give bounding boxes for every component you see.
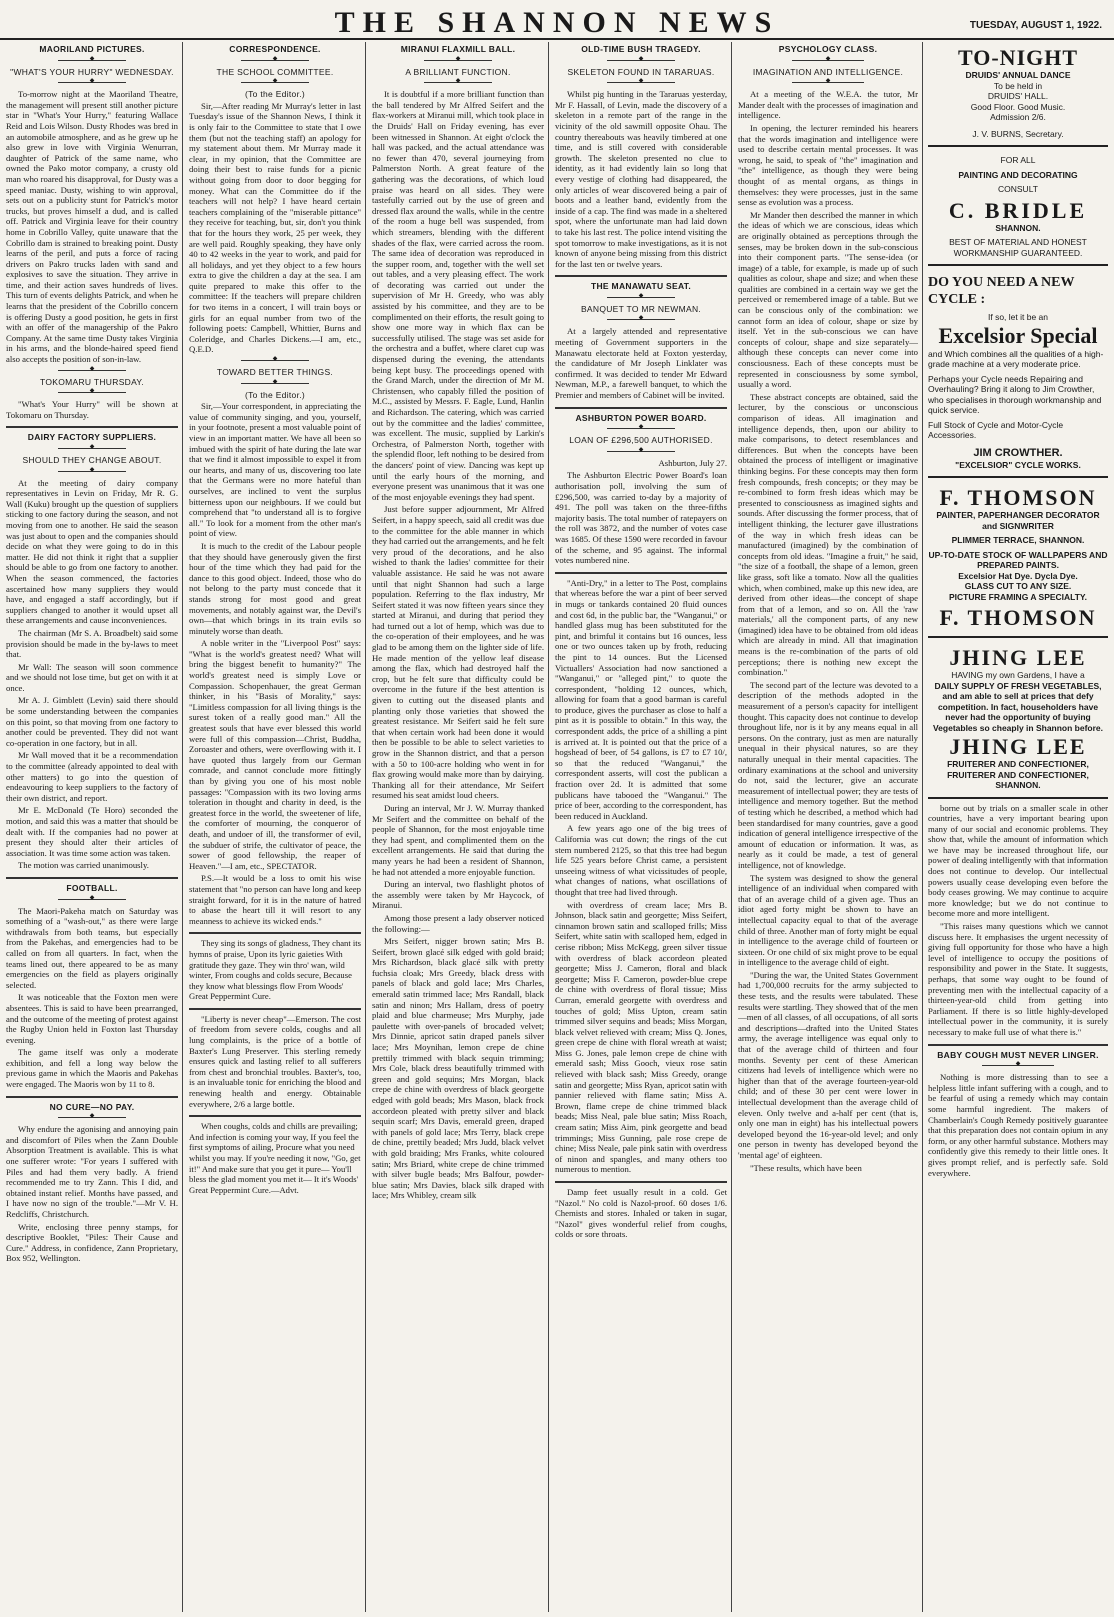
section-separator (189, 1115, 361, 1117)
advert-headline: JHING LEE (949, 734, 1087, 759)
article-heading: TOKOMARU THURSDAY. (40, 376, 144, 387)
article-paragraph: Among those present a lady observer noticed the following:— (372, 912, 544, 934)
article-paragraph: "This raises many questions which we cannot discuss here. It emphasises the urgent necessity of giving full opportunity for those who have a high level of intelligence to occupy the positions of responsibility and power in the State. It suggests, perhaps, that some way ought to be found of preventing men with the intellectual capacity of a thirteen-year-old child from getting into Parliament. If there is so little highly-developed intellectual power in the community, it is surely necessary to make full use of what there is." (928, 921, 1108, 1037)
divider (189, 57, 361, 63)
advert-line: PAINTER, PAPERHANGER DECORATOR and SIGNWRITER (936, 510, 1100, 531)
advert-headline: TO-NIGHT (957, 45, 1079, 70)
divider (6, 79, 178, 85)
divider (555, 79, 727, 85)
divider (189, 380, 361, 386)
column-2 (189, 42, 361, 1612)
article-paragraph: The second part of the lecture was devoted to a description of the methods adopted in the measurement of a person's capacity for intelligent thought. This capacity does not continue to develop throughout life, nor is it by any means equal in all persons. On the contrary, just as men are naturally unequal in their physical natures, so are they naturally unequal in their mental capacities. The ordinary examinations at the school and university do not, said the lecturer, give an accurate measurement of intellectual power; they are tests of intelligence and memory together. But the method of testing which he described, a method which had been standardised for many countries, gave a good indication of general intelligence irrespective of the amount of education or information. It was, as nearly as it could be made, a test of general intelligence, not of knowledge. (738, 679, 918, 870)
divider (372, 57, 544, 63)
column-1 (6, 42, 178, 1612)
divider (189, 79, 361, 85)
article-paragraph: It is much to the credit of the Labour people that they should have generously given the first hour of the time which they had paid for the dance to this good object. Indeed, those who do not belong to the party must concede that it stands strong for most good and great movements, and notably against war, the Devil's own—that which brings in its train evils so minutely worse than death. (189, 540, 361, 636)
article-subheading: IMAGINATION AND INTELLIGENCE. (752, 66, 904, 77)
article-paragraph: Nothing is more distressing than to see a helpless little infant suffering with a cough, and to be fearful of using a remedy which may contain some harmful ingredient. The makers of Chamberlain's Cough Remedy positively guarantee that this preparation does not contain opium in any form, or any other harmful substance. Mothers may confidently give this remedy to their little ones. It gives prompt relief, and is perfectly safe. Sold everywhere. (928, 1072, 1108, 1178)
advert-headline: F. THOMSON (939, 605, 1097, 630)
advert-excelsior-cycle (928, 270, 1108, 478)
advert-line: Perhaps your Cycle needs Repairing and Overhauling? Bring it along to Jim Crowther, who specialises in thorough workmanship and quick service. (928, 373, 1102, 415)
advert-line: HAVING my own Gardens, I have a (951, 670, 1085, 680)
article-paragraph: A few years ago one of the big trees of California was cut down; the rings of the cut stem numbered 2125, so that this tree had begun life 525 years before Christ came, a persistent unseeing witness of what vicissitudes of people, what changes of nations, what oscillations of thought that tree had lived through. (555, 823, 727, 897)
advert-paragraph: Damp feet usually result in a cold. Get "Nazol." No cold is Nazol-proof. 60 doses 1/6. Chemists and stores. Inhaled or taken in sugar, "Nazol" gives wonderful relief from coughs, colds or sore throats. (555, 1187, 727, 1240)
article-heading: MAORILAND PICTURES. (39, 44, 145, 54)
article-paragraph: Mr Mander then described the manner in which the ideas of which we are conscious, ideas which are originally obtained as perceptions through the senses, may be broken down in the sub-conscious into their component parts. "The sense-idea (or image) of a table, for example, is made up of such qualities as colour, shape and size; and when these qualities are combined in a certain way we get the perceived or remembered image of a table. But we can be conscious only of the combination: we cannot form an idea of colour, shape or size by itself. Yet in the sub-conscious we can have concepts of colour, shape and size separately—although these concepts can never come into consciousness. Each of these concepts must be represented in consciousness by some symbol, usually a word. (738, 209, 918, 390)
advert-line: PAINTING AND DECORATING (958, 169, 1078, 180)
newspaper-title: THE SHANNON NEWS (334, 6, 780, 39)
divider (738, 79, 918, 85)
article-paragraph: Sir,—Your correspondent, in appreciating the value of community singing, and you, yourself, in your footnote, present a most valuable point of view in an important matter. We have all been so imbued with the spirit of hate during the late war that we find it almost impossible to expel it from our hearts, and many of us, discovering too late that the Germans were no more hateful than ourselves, are inclined to vent the surplus bitterness upon our neighbours. If we could but comprehend that "to understand all is to forgive all." To look for a moment from the other man's point of view. (189, 401, 361, 539)
advert-verse: They sing its songs of gladness, They chant its hymns of praise, Upon its lyric gaieties With gratitude they gaze. They win thro' wan, wild winter, From coughs and colds secure, Because they know what blessings flow From Woods' Great Peppermint Cure. (189, 938, 361, 1002)
advert-line: Good Floor. Good Music. (970, 101, 1066, 112)
column-5 (738, 42, 918, 1612)
article-heading: FOOTBALL. (66, 882, 118, 893)
article-paragraph: At a meeting of the W.E.A. the tutor, Mr Mander dealt with the processes of imagination and intelligence. (738, 89, 918, 121)
advert-headline: Excelsior Special (938, 322, 1098, 348)
article-subheading: TOWARD BETTER THINGS. (216, 367, 334, 378)
divider (555, 316, 727, 322)
article-paragraph: Whilst pig hunting in the Tararuas yesterday, Mr F. Hassall, of Levin, made the discovery of a skeleton in a remote part of the range in the vicinity of the old sawmill opposite Ohau. The country thereabouts was heavily timbered at one time, and is still covered with considerable growth. The skeleton presented no clue to identity, as it had evidently lain so long that every vestige of clothing had disappeared, the only articles of wear discovered being a pair of boots and a leather band, evidently from the inside of a cap. The find was made in a sheltered spot, where the unfortunate man had laid down to take his last rest. The police intend visiting the spot tomorrow to make investigations, as it is not known of anyone being missing from this district for the last ten or twelve years. (555, 89, 727, 269)
article-paragraph: Just before supper adjournment, Mr Alfred Seifert, in a happy speech, said all credit was due to the committee for the able manner in which they had carried out the arrangements, and he felt very proud of the decorations, and he also wished to thank the ladies' committee for their valuable assistance. He said he was not aware until that night Shannon had such a large population. Referring to the flax industry, Mr Seifert stated it was now fifteen years since they started at Miranui, and during that period they had turned out a lot of hemp, which was due to the co-operation of their employees, and he was glad to be among them on the lighter side of life. He made mention of the yellow leaf disease among the flax, which had destroyed half the crop, but he felt sure that difficulty could be overcome in the future if the best attention is given to cutting out the diseased plants and planting only those varieties that showed the greatest resistance. Mr Seifert said he felt sure that when certain work had been done it would then be possible to be able to select varieties to grow in the Shannon district, and that a person with a 50 to 100-acre holding who went in for flax growing would make more than by dairying. Thanking all for their attendance, Mr Seifert resumed his seat amidst loud cheers. (372, 504, 544, 801)
divider (738, 57, 918, 63)
advert-line: To be held in (993, 80, 1043, 91)
article-paragraph: Write, enclosing three penny stamps, for descriptive Booklet, "Piles: Their Cause and Cure." Address, in confidence, Zann Proprietary, Box 952, Wellington. (6, 1221, 178, 1264)
article-paragraph: It is doubtful if a more brilliant function than the ball tendered by Mr Alfred Seifert and the flax-workers at Miranui mill, which took place in the Druids' Hall on Friday evening, has ever been witnessed in Shannon. At eight o'clock the hall was packed, and the actual attendance was no fewer than 470, several journeying from Palmerston North. A great feature of the gathering was the decorations, of which loud praise was heard on all sides. They were tastefully carried out by the use of green and dressed flax around the walls, while in the centre of the room a huge bell was suspended, from which streamers, blending with the different shades of the flax, were carried across the room. The same idea of decoration was reproduced in the supper room, and, together with the well set out tables, and a very pleasing effect. The work of decorating was carried out under the supervision of Mr H. Greedy, who was ably assisted by his committee, and they are to be complimented on their efforts, the result going to show one more way in which flax can be successfully utilised. The stage was set aside for the orchestra and a buffet, where claret cup was dispensed during the evening, the attendants being kept busy. The proceedings opened with the Grand March, under the direction of Mr M. Christensen, who capably filled the position of M.C., assisted by Messrs. F. Eagle, Lund, Hanlin and Richardson. The catering, which was carried out by the committee and the ladies' committee, was excellent. The music, supplied by Larkin's Orchestra, of Palmerston North, together with the splendid floor, left nothing to be desired from the dancers' point of view. Dancing was kept up until the early hours of the morning, and everyone present was unanimous that it was one of the most enjoyable evenings they had spent. (372, 89, 544, 502)
advert-line: BEST OF MATERIAL AND HONEST WORKMANSHIP GUARANTEED. (949, 237, 1087, 258)
section-separator (189, 932, 361, 934)
divider (555, 448, 727, 454)
article-paragraph: Sir,—After reading Mr Murray's letter in last Tuesday's issue of the Shannon News, I think it is only fair to the Committee to state that I owe them (but not the teaching staff) an apology for my statement about them. Mr Murray made it clear, in my opinion, that the Committee are doing their best to raise funds for a picnic without going from door to door begging for money. What can the Committee do if the teachers will not help? I have heard certain teachers complaining of the "miserable pittance" they receive for teaching, but, sir, don't you think that for the hours they work, 25 per week, they are well paid. Roughly speaking, they have only 40 to 42 weeks in the year to work, and paid for all holidays, and yet they object to a few hours extra to give the children a day at the sea. I am quite prepared to make this offer to the committee: If the teachers will prepare children for two items in a concert, I will train boys or girls for an equal number from two of the following poets: Campbell, Whittier, Burns and Coleridge, and Charles Dickens.—I am, etc., Q.E.D. (189, 100, 361, 355)
advert-line: UP-TO-DATE STOCK OF WALLPAPERS AND PREPARED PAINTS. (928, 549, 1108, 570)
divider (555, 57, 727, 63)
column-3 (372, 42, 544, 1612)
advert-headline: DO YOU NEED A NEW CYCLE : (928, 275, 1075, 307)
article-paragraph: The Maori-Pakeha match on Saturday was something of a "wash-out," as there were large withdrawals from both teams, but especially from the Pakehas, and emergencies had to be called on from all quarters. In fact, when the teams lined out, there appeared to be as many emergencies on the field as players originally selected. (6, 905, 178, 990)
advert-line: DAILY SUPPLY OF FRESH VEGETABLES, (934, 680, 1102, 691)
advert-line: PICTURE FRAMING A SPECIALTY. (948, 591, 1088, 602)
article-paragraph: "During the war, the United States Government had 1,700,000 recruits for the army subjected to these tests, and the results were tabulated. These results were startling. They showed that of the men—men of all classes, of all occupations, of all sorts and descriptions—drafted into the United States army, the average intelligence was equal only to that of the average child of thirteen and four months. Seventy per cent of these American citizens had levels of intelligence which were no higher than that of the average fourteen-year-old child; and of these 30 per cent were lower in intellectual development than the average child of eleven. Only twelve and a-half per cent (that is, only one man in eight) has his intellectual powers developed beyond the 16-year-old level; and only one person in twenty has developed beyond the 'mental age' of eighteen. (738, 969, 918, 1160)
article-paragraph: In opening, the lecturer reminded his hearers that the words imagination and intelligence were used to describe certain mental processes. It was wrong, he said, to speak of "the" imagination and "the" intelligence, as though they were being thought of as mental organs, as things in themselves: they were processes, just in the same sense as evolution was a process. (738, 122, 918, 208)
advert-line: DRUIDS' HALL. (987, 91, 1049, 101)
article-paragraph: "These results, which have been (750, 1162, 862, 1173)
section-separator (555, 1181, 727, 1183)
advert-line: PLIMMER TERRACE, SHANNON. (951, 535, 1085, 545)
section-separator (6, 877, 178, 879)
advert-line: Full Stock of Cycle and Motor-Cycle Accessories. (928, 419, 1064, 440)
divider (555, 294, 727, 300)
article-heading: ASHBURTON POWER BOARD. (575, 412, 707, 423)
article-paragraph: Why endure the agonising and annoying pain and discomfort of Piles when the Zann Double Absorption Treatment is available. This is what one sufferer wrote: "For years I suffered with Piles and had them very badly. A friend recommended me to try Zann. This I did, and obtained instant relief. Months have passed, and I have now no sign of the trouble."—Mr V. H. Redcliffs, Christchurch. (6, 1124, 178, 1219)
column-rule (365, 42, 366, 1612)
article-paragraph: The game itself was only a moderate exhibition, and fell a long way below the previous game in which the Maoris and Pakehas were engaged. The Maoris won by 11 to 8. (6, 1047, 178, 1090)
article-paragraph: Mr E. McDonald (Te Horo) seconded the motion, and said this was a matter that should be dealt with. If the companies had no power at present they should alter their articles of association. It was time some action was taken. (6, 805, 178, 858)
divider (6, 445, 178, 451)
article-paragraph: with overdress of cream lace; Mrs B. Johnson, black satin and georgette; Miss Seifert, cinnamon brown satin and scalloped frills; Miss Seifert, white satin with scalloped hem, edged in cerise ribbon; Miss McKegg, green silver tissue with overdress of black accordeon pleated georgette; Miss J. Cameron, floral and black georgette; Miss F. Cameron, powder-blue crepe de chine with overdress of floral tissue; Miss Curran, emerald georgette with overdress and touches of gold; Miss Upton, cream satin trimmed silver sequins and beads; Miss Morgan, black velvet relieved with cream; Miss Q. Jones, green crepe de chine with floral wreath at waist; Miss G. Jones, pale lemon crepe de chine with emerald sash; Miss Gooch, vieux rose satin relieved with black sash; Miss Greedy, orange satin and georgette; Miss Ryan, apricot satin with pannier relieved with flame satin; Miss A. Brown, flame crepe de chine trimmed black beads; Miss Neal, pale blue satin; Miss Roach, cream satin; Miss Aim, pink georgette and bead trimmings; Miss Gunning, pale rose crepe de chine; Miss Neale, pale pink satin with overdress of ninon and spangles, and many others too numerous to mention. (555, 899, 727, 1175)
advert-headline: JHING LEE (949, 645, 1087, 670)
section-separator (555, 572, 727, 574)
article-subheading: A BRILLIANT FUNCTION. (405, 66, 511, 77)
article-heading: MIRANUI FLAXMILL BALL. (400, 44, 516, 54)
article-heading: NO CURE—NO PAY. (49, 1101, 135, 1112)
advert-line: GLASS CUT TO ANY SIZE. (964, 581, 1072, 591)
article-paragraph: To-morrow night at the Maoriland Theatre, the management will present still another picture star in "What's Your Hurry," featuring Wallace Reid and Lois Wilson. Dusty Rhodes was bred in an automobile atmosphere, and as he grew up he also grew in love with Virginia Wenurran, daughter of Patrick of the same name, who owned the Pako motor company, a crusty old man who roared his disapproval, for Dusty was a speed maniac. Dusty, wishing to win approval, sets out on a publicity stunt for Patrick's motor trucks, but proves himself a dud, and is called off. Patrick and Virginia leave for their country home in Cobrillo Valley, quite unaware that the Cobrillo dam is strained to breaking point. Dusty learns of the peril, and puts a force of racing drivers on Pakro trucks laden with sand and explosives to save the situation. They arrive in time, and their action saves hundreds of lives. This turn of events delights Patrick, and when he learns that the president of the Cobrillo concern is offering Dusty a good position, he gets in first with an offer of the managership of the Pakro Company. At the same time Dusty takes Virginia in his arms, and the blonde-haired speed fiend also accepts the position of son-in-law. (6, 89, 178, 365)
article-heading: BABY COUGH MUST NEVER LINGER. (937, 1049, 1099, 1060)
section-separator (6, 1096, 178, 1098)
section-separator (189, 1008, 361, 1010)
article-paragraph: The system was designed to show the general intelligence of an individual when compared with that of an average child of a given age. Thus an idiot aged forty might be shown to have an intellectual capacity equal to that of the average child of three. Another man of forty might be equal in intelligence to the average child of fourteen or sixteen. Or one child of six might prove to be equal in intelligence to the average child of eight. (738, 872, 918, 968)
article-subheading: SKELETON FOUND IN TARARUAS. (567, 66, 715, 77)
column-rule (548, 42, 549, 1612)
article-paragraph: Mr Wall moved that it be a recommendation to the committee (already appointed to deal with other matters) to go into the question of endeavouring to keep suppliers to the factory of their own district, and report. (6, 750, 178, 803)
article-subheading: BANQUET TO MR NEWMAN. (580, 303, 702, 314)
section-separator (555, 407, 727, 409)
divider (6, 57, 178, 63)
advert-line: SHANNON. (995, 222, 1041, 233)
article-paragraph: During an interval, two flashlight photos of the assembly were taken by Mr Haycock, of Miranui. (372, 879, 544, 911)
article-subheading: LOAN OF £296,500 AUTHORISED. (569, 435, 713, 446)
advert-line: JIM CROWTHER. (973, 446, 1063, 459)
advert-headline: F. THOMSON (939, 485, 1097, 510)
article-heading: PSYCHOLOGY CLASS. (778, 44, 878, 54)
article-paragraph: A noble writer in the "Liverpool Post" says: "What is the world's greatest need? What will bring the biggest benefit to humanity?" The world's greatest need is simply Love or Compassion. Schopenhauer, the great German thinker, in his "Basis of Morality," says: "Limitless compassion for all living things is the surest token of a really good man." All the greatest souls that have ever blessed this world were full of this compassion—Christ, Buddha, Zoroaster and others, were overflowing with it. I have quoted thus largely from our German comrade, and cannot conclude more fittingly than by giving you one of his most noble passages: "Compassion with its two loving arms toleration in thought and charity in deed, is the greatest force in the world, the sweetener of life, the comforter of mourning, the conqueror of death, and undoer of ill, the transformer of evil, the subduer of strife, the cultivator of peace, the sower of good fellowship, the reaper of Heaven."—I am, etc., SPECTATOR. (189, 638, 361, 871)
article-heading: DAIRY FACTORY SUPPLIERS. (27, 432, 157, 443)
dateline: Ashburton, July 27. (658, 457, 727, 468)
divider (6, 389, 178, 395)
advert-line: "EXCELSIOR" CYCLE WORKS. (955, 459, 1081, 470)
article-paragraph: During an interval, Mr J. W. Murray thanked Mr Seifert and the committee on behalf of the people of Shannon, for the most enjoyable time they had spent, and complimented them on the excellent arrangements. He said that during the many years he had been a resident of Shannon, he had not attended a more enjoyable function. (372, 802, 544, 877)
advert-paragraph: "Liberty is never cheap"—Emerson. The cost of freedom from severe colds, coughs and all lung complaints, is the price of a bottle of Baxter's Lung Preserver. This sterling remedy ensures quick and lasting relief to all sufferers from chest and bronchial troubles. Baxter's, too, is an invaluable tonic for enriching the blood and renewing health and energy. Obtainable everywhere, 2/6 a large bottle. (189, 1013, 361, 1109)
letter-salutation: (To the Editor.) (244, 389, 306, 400)
advert-line: J. V. BURNS, Secretary. (972, 128, 1064, 139)
advert-c-bridle (928, 151, 1108, 266)
column-6-advertisements (928, 42, 1108, 1612)
column-rule (922, 42, 923, 1612)
divider (928, 1062, 1108, 1068)
article-paragraph: borne out by trials on a smaller scale in other countries, have a very important bearing upon many of our social and economic problems. They show that, while the amount of information which we have may be increased throughout life, our power of dealing intelligently with that information does not continue to develop. Our intellectual powers usually cease developing even before the body ceases growing. We may continue to acquire more knowledge; but we do not continue to become more and more intelligent. (928, 802, 1108, 919)
article-paragraph: At the meeting of dairy company representatives in Levin on Friday, Mr R. G. Wall (Kuku) brought up the question of suppliers sticking to one factory during the season, and not moving from one to another. He said the season was just about to open and the companies should decide on what they were going to do in this matter. He did not think it right that a supplier should be able to go from one factory to another. When the season commenced, the factories ascertained how many suppliers they would have, and engaged a staff accordingly, but if suppliers changed to another it would upset all these arrangements and cause inconveniences. (6, 477, 178, 626)
column-rule (731, 42, 732, 1612)
article-paragraph: These abstract concepts are obtained, said the lecturer, by the conscious or unconscious comparison of ideas. All imagination and intelligence depends, then, upon our ability to make comparisons, to detect resemblances and differences. But when the concepts have been obtained the process of intelligent or imaginative thinking begins. For these concepts may then form fresh compounds, fresh concepts; or they may be re-combined to form fresh ideas which may be presented to consciousness as imagined sights and sounds. After discussing the former process, that of intelligent thinking, the lecturer gave illustrations of the way in which fresh ideas can be manufactured (imagined) by the combination of concepts from old ideas. "Imagine a fruit," he said, "the size of a football, the shape of a lemon, green like grass, soft like a tomato. Now all the qualities which, when combined, make up this new idea, are derived from other ideas—the concept of shape from that of a lemon, and so on. All the 'raw materials,' all the component parts, of any new (imagined) idea have to be obtained from old ideas which are already in mind. All that imagination means is the re-combination of the parts of old perceptions; there is nothing new except the combination." (738, 391, 918, 678)
article-subheading: THE SCHOOL COMMITTEE. (216, 66, 334, 77)
article-subheading: "WHAT'S YOUR HURRY" WEDNESDAY. (10, 66, 174, 77)
divider (555, 425, 727, 431)
article-paragraph: The chairman (Mr S. A. Broadbelt) said some provision should be made in the by-laws to meet that. (6, 627, 178, 660)
advert-line: If so, let it be an (987, 312, 1048, 322)
letter-salutation: (To the Editor.) (244, 89, 306, 100)
advert-f-thomson (928, 482, 1108, 638)
column-4 (555, 42, 727, 1612)
article-paragraph: Mr Wall: The season will soon commence and we should not lose time, but get on with it at once. (6, 661, 178, 693)
article-paragraph: P.S.—It would be a loss to omit his wise statement that "no person can have long and keep straight forward, for it is in the nature of hatred to abase the heart till it will resort to any meanness to achieve its wicked ends." (189, 873, 361, 926)
article-paragraph: Mr A. J. Gimblett (Levin) said there should be some understanding between the companies on this point, so that moving from one factory to another could be prevented. They did not want co-operation in one factory, but in all. (6, 695, 178, 748)
advert-headline: C. BRIDLE (948, 197, 1088, 223)
advert-line: Admission 2/6. (990, 112, 1046, 122)
section-separator (928, 1044, 1108, 1046)
article-paragraph: "Anti-Dry," in a letter to The Post, complains that whereas before the war a pint of beer served in mugs or tankards contained 20 fluid ounces and cost 6d, in the public bar, the "Wanganui," or handled glass mug has been substituted for the pint, and brimful it contains but 16 ounces, less one or two ounces taken up by froth, reducing the pint to 14 ounces. But the Licensed Victuallers' Association had now sanctioned a "Wanganui," or "alleged pint," to quote the correspondent, "holding 12 ounces, which, allowing for foam that a good barman is careful to produce, gives the purchaser as close to half a pint as it is possible to obtain." In this way, the correspondent adds, the price of a shilling a pint is arrived at. It is pointed out that the price of a hogshead of beer, of 54 gallons, is £7 to £7 10/, so that the reduced "Wanganui," the correspondent asserts, will cost the publican a fraction over 2d. It is admitted that some publicans have tabooed the "Wanganui." The price of beer, according to the correspondent, has been reduced in Auckland. (555, 577, 727, 821)
advert-jhing-lee (928, 642, 1108, 799)
column-rule (182, 42, 183, 1612)
masthead (0, 0, 1114, 40)
article-paragraph: Mrs Seifert, nigger brown satin; Mrs B. Seifert, brown glacé silk edged with gold braid; Mrs Richardson, black glacé silk with pretty fuchsia cloak; Mrs Greedy, black dress with panels of black and gold lace; Mrs Charles, emerald satin trimmed lace; Mrs Randall, black satin and ninon; Mrs Hallam, dress of poetry plaid and blue charmeuse; Mrs Murphy, jade paulette with over-panels of brocaded velvet; Mrs Dinnie, apricot satin draped panels silver lace; Mrs Moynihan, lemon crepe de chine prettily trimmed with black sequin trimming; Mrs Cole, black dress beautifully trimmed with green and gold sequins; Mrs Morgan, black crepe de chine with overdress of black georgette edged with gold beads; Mrs Mason, black frock accordeon pleated with pretty silver and black sequin scarf; Mrs Davis, emerald green, draped with panels of gold lace; Mrs Terry, black crepe de chine, prettily beaded; Mrs Judd, black velvet with gold braiding; Mrs Franks, white coloured satin; Mrs Briard, white crepe de chine trimmed with silver bugle beads; Mrs Balfour, powder-blue satin; Mrs Davies, black silk draped with lace; Mrs Whibley, cream silk (372, 936, 544, 1201)
advert-line: and Which combines all the qualities of a high-grade machine at a very moderate price. (928, 348, 1104, 369)
advert-line: CONSULT (998, 184, 1038, 194)
article-paragraph: "What's Your Hurry" will be shown at Tokomaru on Thursday. (6, 399, 178, 420)
divider (189, 357, 361, 363)
advert-line: DRUIDS' ANNUAL DANCE (965, 70, 1071, 80)
issue-date: TUESDAY, AUGUST 1, 1922. (969, 20, 1102, 31)
article-heading: OLD-TIME BUSH TRAGEDY. (581, 44, 701, 54)
article-paragraph: The motion was carried unanimously. (18, 860, 149, 871)
advert-line: Excelsior Hat Dye. Dycla Dye. (958, 570, 1078, 581)
article-heading: THE MANAWATU SEAT. (591, 281, 691, 292)
advert-line: and am able to sell at prices that defy competition. In fact, householders have never had the opportunity of buying Vegetables so cheaply in Shannon before. (932, 691, 1104, 733)
divider (6, 367, 178, 373)
divider (6, 1114, 178, 1120)
article-heading: CORRESPONDENCE. (229, 44, 321, 54)
article-paragraph: It was noticeable that the Foxton men were absentees. This is said to have been prearranged, and the outcome of the meeting of protest against the Rugby Union held in Foxton last Thursday evening. (6, 992, 178, 1045)
advert-line: FOR ALL (1000, 155, 1036, 165)
advert-line: FRUITERER AND CONFECTIONER, FRUITERER AND CONFECTIONER, SHANNON. (947, 759, 1089, 790)
article-paragraph: At a largely attended and representative meeting of Government supporters in the Manawatu electorate held at Foxton yesterday, the candidature of Mr Joseph Linklater was confirmed. It was decided to tender Mr Edward Newman, M.P., a farewell banquet, to which the Premier and members of Cabinet will be invited. (555, 326, 727, 401)
divider (372, 79, 544, 85)
article-subheading: SHOULD THEY CHANGE ABOUT. (22, 455, 162, 465)
section-separator (6, 426, 178, 428)
divider (6, 468, 178, 474)
section-separator (555, 275, 727, 277)
advert-verse: When coughs, colds and chills are prevailing; And infection is coming your way, If you feel the first symptoms of ailing, Procure what you need whilst you may. If you're needing it now, "Go, get it!" And make sure that you get it pure— You'll bless the glad moment you met it— It it's Woods' Great Peppermint Cure.—Advt. (189, 1121, 361, 1195)
article-paragraph: The Ashburton Electric Power Board's loan authorisation poll, involving the sum of £296,500, was carried to-day by a majority of 491. The poll was taken on the three-fifths majority basis. The total number of ratepayers on the roll was 3872, and the number of votes case was 1685. Of these 1590 were recorded in favour of the scheme, and 95 against. The informal votes numbered nine. (555, 470, 727, 566)
advert-druids-dance (928, 42, 1108, 147)
divider (6, 896, 178, 902)
